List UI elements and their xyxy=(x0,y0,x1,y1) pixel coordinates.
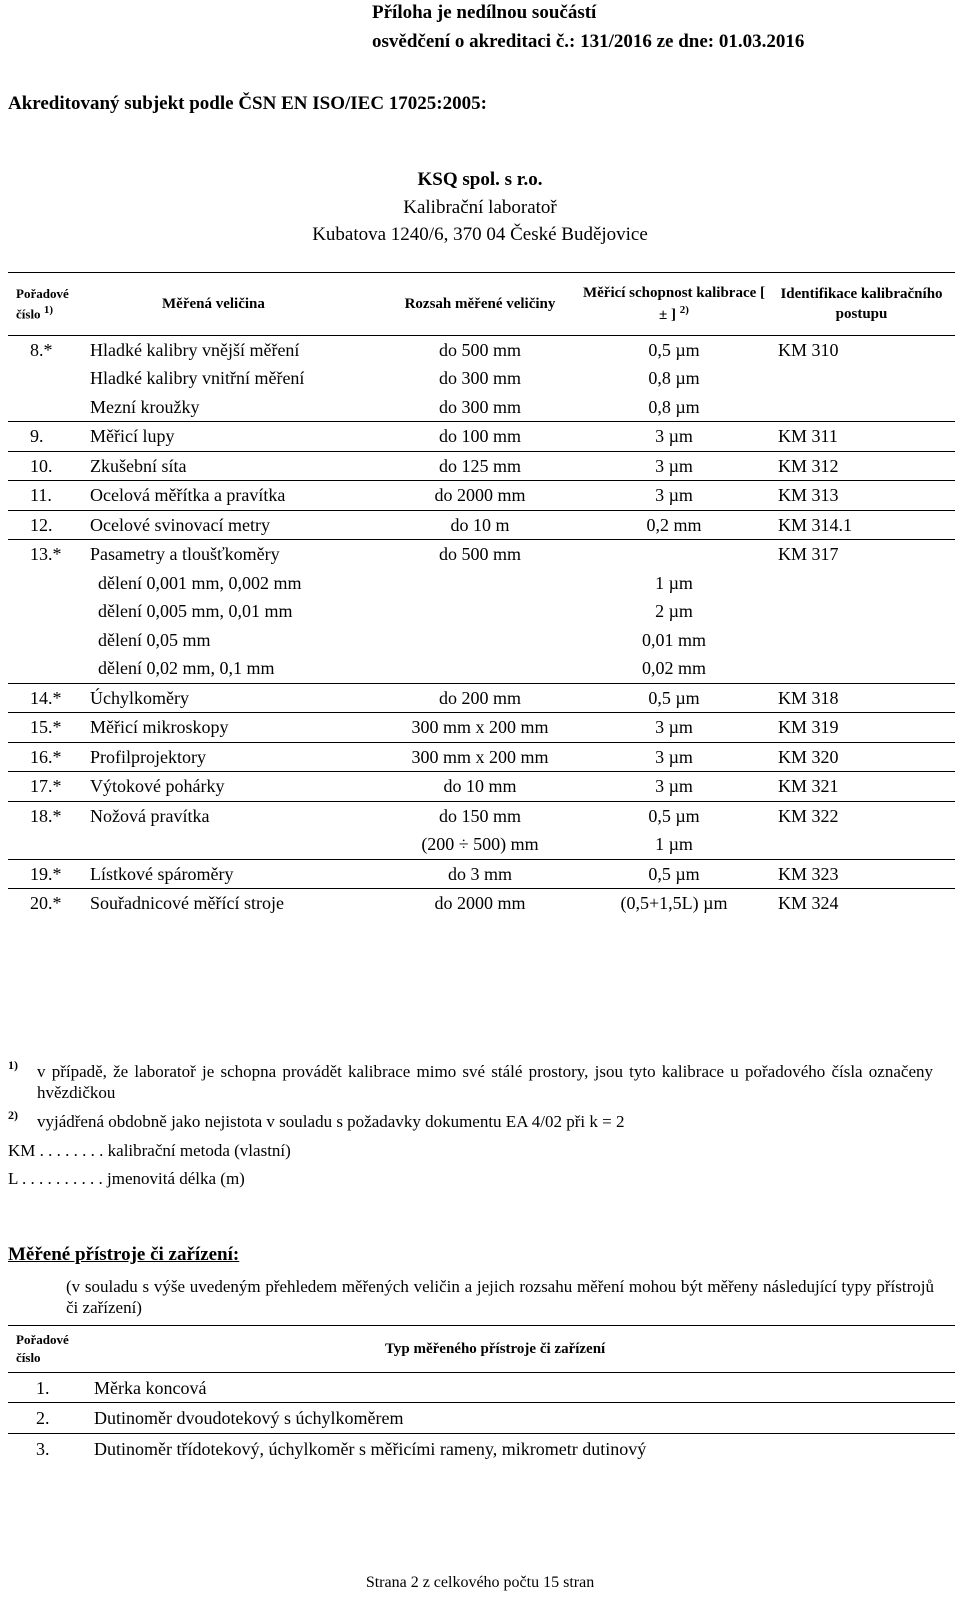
page-footer: Strana 2 z celkového počtu 15 stran xyxy=(365,1574,595,1591)
measured-quantity: Úchylkoměry xyxy=(90,687,189,708)
calibration-capability: 3 µm xyxy=(655,485,693,505)
calibration-capability: (0,5+1,5L) µm xyxy=(620,893,728,913)
annex-note-line2: osvědčení o akreditaci č.: 131/2016 ze dne: 01.03.2016 xyxy=(372,31,805,52)
laboratory-address: Kubatova 1240/6, 370 04 České Budějovice xyxy=(312,224,648,245)
table-row xyxy=(8,364,955,393)
devices-table xyxy=(8,1326,955,1463)
procedure-id xyxy=(768,597,955,626)
accredited-subject-title: Akreditovaný subjekt podle ČSN EN ISO/IEC 17025:2005: xyxy=(8,93,487,114)
row-number: 19.* xyxy=(30,863,62,884)
row-number: 10. xyxy=(30,455,53,476)
measured-quantity: Lístkové spároměry xyxy=(90,863,234,884)
device-number: 2. xyxy=(36,1408,50,1428)
procedure-id: KM 319 xyxy=(778,717,839,737)
measurement-range xyxy=(380,654,580,683)
procedure-id: KM 311 xyxy=(778,426,838,446)
measurement-range: 300 mm x 200 mm xyxy=(411,717,549,737)
devices-title: Měřené přístroje či zařízení: xyxy=(8,1244,240,1265)
calibration-capability: 0,02 mm xyxy=(641,658,706,678)
measured-quantity: Měřicí lupy xyxy=(90,426,175,446)
device-number: 3. xyxy=(36,1438,50,1459)
measurement-range: do 500 mm xyxy=(438,544,521,564)
header-capability: Měřicí schopnost kalibrace [ ± ] $^{2)}$ xyxy=(580,273,768,335)
table-row xyxy=(8,393,955,422)
table-row xyxy=(8,772,955,802)
table-row xyxy=(8,597,955,626)
measurement-range: do 10 m xyxy=(450,514,510,535)
calibration-capability: 0,01 mm xyxy=(641,629,706,650)
table-row xyxy=(8,713,955,743)
measured-quantity: dělení 0,005 mm, 0,01 mm xyxy=(98,601,293,621)
measured-quantity: Souřadnicové měřící stroje xyxy=(90,893,284,913)
calibration-capability: 0,5 µm xyxy=(648,339,700,360)
procedure-id: KM 322 xyxy=(778,805,839,826)
calibration-capability xyxy=(580,540,768,569)
calibration-capability: 0,5 µm xyxy=(648,863,700,884)
row-number: 14.* xyxy=(30,687,62,708)
header-range: Rozsah měřené veličiny xyxy=(380,273,580,335)
row-number: 15.* xyxy=(30,717,62,737)
measured-quantity xyxy=(90,830,380,859)
table-header-row xyxy=(8,273,955,335)
procedure-id xyxy=(768,393,955,422)
calibration-table xyxy=(8,273,955,918)
table-body xyxy=(8,335,955,918)
devices-body xyxy=(8,1372,955,1463)
measurement-range: do 100 mm xyxy=(438,426,521,446)
row-number: 13.* xyxy=(30,544,62,564)
procedure-id xyxy=(768,569,955,598)
measured-quantity: Výtokové pohárky xyxy=(90,776,225,796)
table-row xyxy=(8,742,955,772)
table-row xyxy=(8,481,955,511)
procedure-id xyxy=(768,830,955,859)
table-row xyxy=(8,859,955,889)
measured-quantity: Hladké kalibry vnější měření xyxy=(90,339,300,360)
km-legend: KM . . . . . . . . kalibrační metoda (vlastní) xyxy=(8,1141,291,1160)
table-row xyxy=(8,540,955,569)
calibration-capability: 3 µm xyxy=(655,426,693,446)
measured-quantity: Hladké kalibry vnitřní měření xyxy=(90,368,305,388)
row-number: 17.* xyxy=(30,776,62,796)
measurement-range: (200 ÷ 500) mm xyxy=(421,834,539,854)
measured-quantity: Mezní kroužky xyxy=(90,396,200,417)
calibration-capability: 1 µm xyxy=(655,834,693,854)
measured-quantity: dělení 0,05 mm xyxy=(98,629,211,650)
table-row xyxy=(8,422,955,452)
calibration-capability: 1 µm xyxy=(655,572,693,593)
calibration-capability: 0,5 µm xyxy=(648,805,700,826)
measurement-range: do 2000 mm xyxy=(434,893,526,913)
annex-note-line1: Příloha je nedílnou součástí xyxy=(372,2,597,23)
measurement-range: do 200 mm xyxy=(438,687,521,708)
footnote1-mark: 1) xyxy=(8,1058,18,1072)
measured-quantity: Ocelová měřítka a pravítka xyxy=(90,485,286,505)
procedure-id: KM 313 xyxy=(778,485,839,505)
row-number xyxy=(8,597,90,626)
procedure-id xyxy=(768,364,955,393)
measured-quantity: dělení 0,02 mm, 0,1 mm xyxy=(98,658,275,678)
laboratory-name: Kalibrační laboratoř xyxy=(403,197,557,218)
row-number: 16.* xyxy=(30,746,62,767)
row-number xyxy=(8,626,90,655)
procedure-id: KM 312 xyxy=(778,455,839,476)
procedure-id: KM 310 xyxy=(778,339,839,360)
measured-quantity: Pasametry a tloušťkoměry xyxy=(90,544,280,564)
devices-header-type: Typ měřeného přístroje či zařízení xyxy=(90,1326,955,1372)
calibration-capability: 2 µm xyxy=(655,601,693,621)
measurement-range: do 125 mm xyxy=(438,455,521,476)
row-number: 20.* xyxy=(30,893,62,913)
row-number xyxy=(8,654,90,683)
row-number: 8.* xyxy=(30,339,53,360)
table-row xyxy=(8,683,955,713)
table-row xyxy=(8,626,955,655)
table-row xyxy=(8,889,955,918)
calibration-capability: 3 µm xyxy=(655,746,693,767)
table-row xyxy=(8,801,955,830)
procedure-id: KM 314.1 xyxy=(778,514,853,535)
table-row xyxy=(8,335,955,364)
table-row xyxy=(8,451,955,481)
measured-quantity: Zkušební síta xyxy=(90,455,187,476)
organization-name: KSQ spol. s r.o. xyxy=(417,169,543,190)
procedure-id: KM 324 xyxy=(778,893,839,913)
procedure-id: KM 321 xyxy=(778,776,839,796)
measurement-range: do 3 mm xyxy=(447,863,512,884)
procedure-id: KM 320 xyxy=(778,746,839,767)
procedure-id xyxy=(768,654,955,683)
devices-intro: (v souladu s výše uvedeným přehledem měřených veličin a jejich rozsahu měření mohou být měřeny následující typy přístrojů či zařízení) xyxy=(66,1277,934,1318)
device-number: 1. xyxy=(36,1377,50,1398)
device-row xyxy=(8,1372,955,1403)
row-number xyxy=(8,364,90,393)
footnote2-mark: 2) xyxy=(8,1108,18,1122)
measurement-range: do 10 mm xyxy=(443,776,517,796)
measurement-range: do 2000 mm xyxy=(434,485,526,505)
measured-quantity: dělení 0,001 mm, 0,002 mm xyxy=(98,572,302,593)
row-number xyxy=(8,393,90,422)
device-type: Dutinoměr třídotekový, úchylkoměr s měřicími rameny, mikrometr dutinový xyxy=(94,1438,647,1459)
measurement-range xyxy=(380,626,580,655)
table-row xyxy=(8,510,955,540)
device-row xyxy=(8,1403,955,1434)
table-row xyxy=(8,830,955,859)
measurement-range: do 150 mm xyxy=(438,805,521,826)
calibration-capability: 0,8 µm xyxy=(648,368,700,388)
measured-quantity: Nožová pravítka xyxy=(90,805,210,826)
devices-header-order: Pořadové číslo xyxy=(8,1326,90,1372)
device-type: Dutinoměr dvoudotekový s úchylkoměrem xyxy=(94,1408,404,1428)
calibration-capability: 3 µm xyxy=(655,717,693,737)
l-legend: L . . . . . . . . . . jmenovitá délka (m) xyxy=(8,1169,245,1188)
procedure-id: KM 318 xyxy=(778,687,839,708)
row-number: 11. xyxy=(30,485,52,505)
procedure-id: KM 323 xyxy=(778,863,839,884)
calibration-capability: 0,8 µm xyxy=(648,396,700,417)
table-row xyxy=(8,654,955,683)
calibration-capability: 3 µm xyxy=(655,776,693,796)
header-order: Pořadové číslo $^{1)}$ xyxy=(8,273,90,335)
footnote1-text: v případě, že laboratoř je schopna provádět kalibrace mimo své stálé prostory, jsou tyto kalibrace u pořadového čísla označeny hvězdičkou xyxy=(37,1062,933,1102)
measurement-range: do 300 mm xyxy=(438,396,521,417)
device-type: Měrka koncová xyxy=(94,1377,207,1398)
procedure-id xyxy=(768,626,955,655)
table-row xyxy=(8,569,955,598)
measurement-range: do 300 mm xyxy=(438,368,521,388)
measurement-range xyxy=(380,569,580,598)
row-number: 18.* xyxy=(30,805,62,826)
row-number: 9. xyxy=(30,426,44,446)
device-row xyxy=(8,1433,955,1463)
row-number xyxy=(8,569,90,598)
procedure-id: KM 317 xyxy=(778,544,839,564)
measured-quantity: Ocelové svinovací metry xyxy=(90,514,270,535)
measured-quantity: Měřicí mikroskopy xyxy=(90,717,229,737)
calibration-capability: 0,2 mm xyxy=(646,514,702,535)
footnote2-text: vyjádřená obdobně jako nejistota v souladu s požadavky dokumentu EA 4/02 při k = 2 xyxy=(37,1112,625,1131)
measurement-range: do 500 mm xyxy=(438,339,521,360)
calibration-capability: 3 µm xyxy=(655,455,693,476)
measurement-range xyxy=(380,597,580,626)
calibration-capability: 0,5 µm xyxy=(648,687,700,708)
measurement-range: 300 mm x 200 mm xyxy=(411,746,549,767)
header-quantity: Měřená veličina xyxy=(90,273,380,335)
row-number xyxy=(8,830,90,859)
devices-header-row xyxy=(8,1326,955,1372)
row-number: 12. xyxy=(30,514,53,535)
header-procedure: Identifikace kalibračního postupu xyxy=(768,273,955,335)
measured-quantity: Profilprojektory xyxy=(90,746,206,767)
